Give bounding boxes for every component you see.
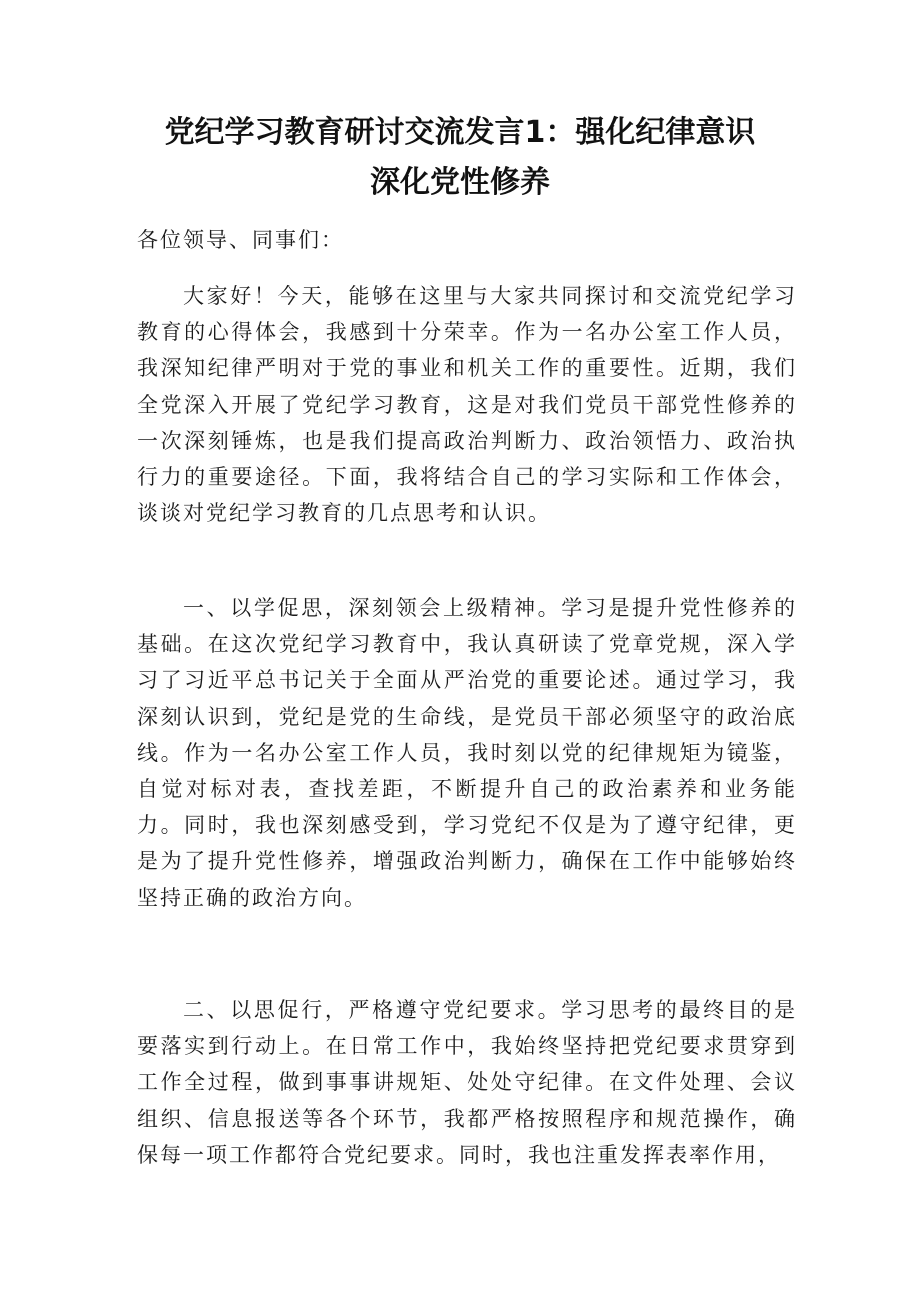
paragraph-intro: 大家好！今天，能够在这里与大家共同探讨和交流党纪学习教育的心得体会，我感到十分荣幸。作为一名办公室工作人员，我深知纪律严明对于党的事业和机关工作的重要性。近期，我们全党深入开展了党纪学习教育，这是对我们党员干部党性修养的一次深刻锤炼，也是我们提高政治判断力、政治领悟力、政治执行力的重要途径。下面，我将结合自己的学习实际和工作体会，谈谈对党纪学习教育的几点思考和认识。 bbox=[137, 284, 797, 526]
paragraph-section-1: 一、以学促思，深刻领会上级精神。学习是提升党性修养的基础。在这次党纪学习教育中，我认真研读了党章党规，深入学习了习近平总书记关于全面从严治党的重要论述。通过学习，我深刻认识到，党纪是党的生命线，是党员干部必须坚守的政治底线。作为一名办公室工作人员，我时刻以党的纪律规矩为镜鉴，自觉对标对表，查找差距，不断提升自己的政治素养和业务能力。同时，我也深刻感受到，学习党纪不仅是为了遵守纪律，更是为了提升党性修养，增强政治判断力，确保在工作中能够始终坚持正确的政治方向。 bbox=[137, 596, 797, 910]
document-title-line-1: 党纪学习教育研讨交流发言1：强化纪律意识 bbox=[164, 115, 756, 150]
salutation: 各位领导、同事们： bbox=[137, 228, 344, 252]
document-title-line-2: 深化党性修养 bbox=[370, 165, 550, 200]
paragraph-section-2: 二、以思促行，严格遵守党纪要求。学习思考的最终目的是要落实到行动上。在日常工作中，我始终坚持把党纪要求贯穿到工作全过程，做到事事讲规矩、处处守纪律。在文件处理、会议组织、信息报送等各个环节，我都严格按照程序和规范操作，确保每一项工作都符合党纪要求。同时，我也注重发挥表率作用， bbox=[137, 998, 797, 1167]
